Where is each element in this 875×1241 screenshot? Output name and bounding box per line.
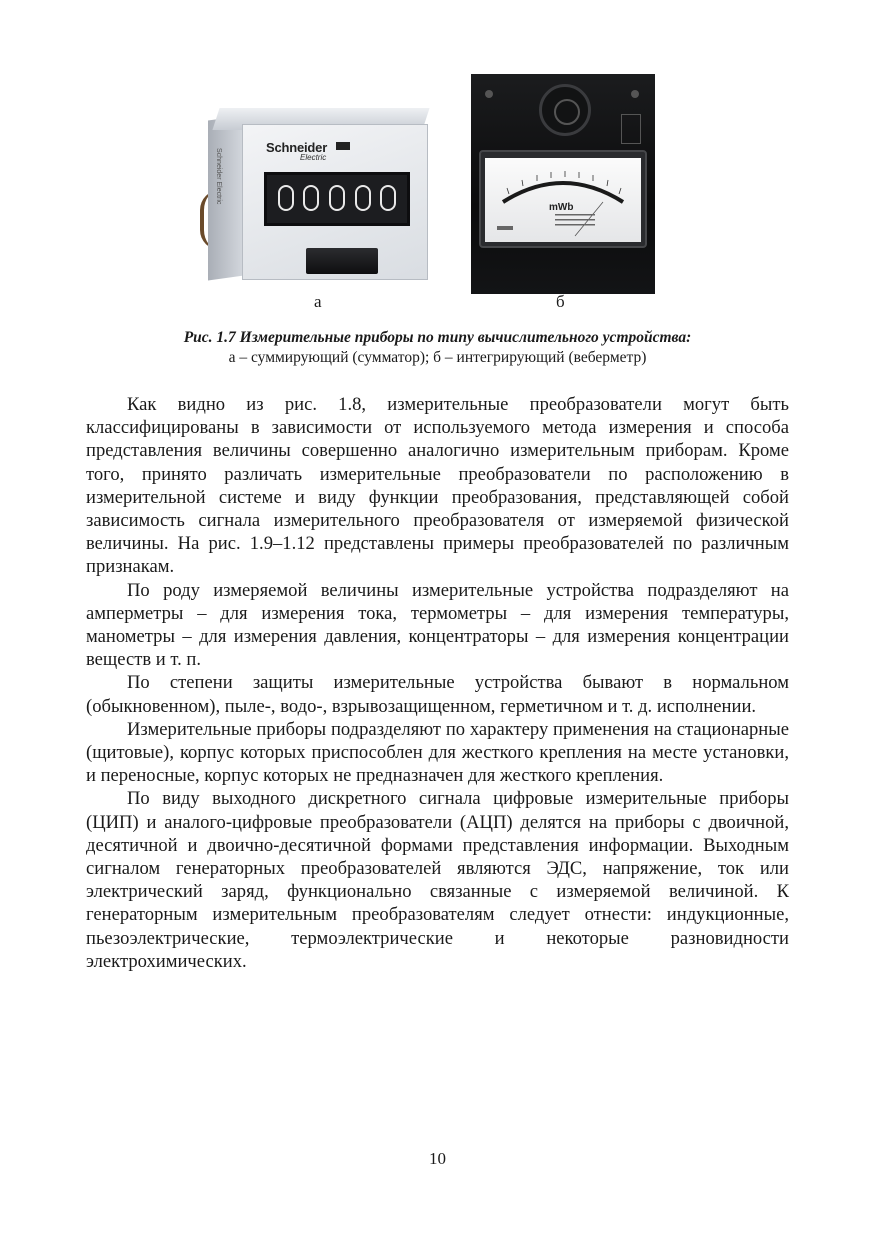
counter-digit bbox=[278, 185, 294, 211]
counter-device-image bbox=[208, 108, 430, 286]
figure-caption-title: Рис. 1.7 Измерительные приборы по типу вычислительного устройства: bbox=[183, 329, 692, 346]
counter-side-label: Schneider Electric bbox=[215, 148, 222, 205]
meter-scale bbox=[485, 158, 641, 242]
paragraph: По степени защиты измерительные устройства бывают в нормальном (обыкновенном), пыле-, водо-, взрывозащищенном, герметичном и т. д. исполнении. bbox=[86, 672, 789, 717]
counter-digit bbox=[303, 185, 319, 211]
meter-spec-marks bbox=[497, 214, 595, 230]
meter-terminal bbox=[621, 114, 641, 144]
figure-label-a: а bbox=[314, 292, 322, 311]
figure-caption-legend: а – суммирующий (сумматор); б – интегрирующий (веберметр) bbox=[228, 349, 647, 366]
meter-knob-icon bbox=[539, 84, 591, 136]
counter-reset-button bbox=[306, 248, 378, 274]
page-number: 10 bbox=[429, 1149, 446, 1168]
figure bbox=[0, 0, 875, 380]
counter-display-window bbox=[264, 172, 410, 226]
paragraph: По роду измеряемой величины измерительные устройства подразделяют на амперметры – для измерения тока, термометры – для измерения температуры, манометры – для измерения давления, концентраторы – для измерения концентрации веществ и т. п. bbox=[86, 579, 789, 671]
webermeter-device-image bbox=[471, 74, 655, 294]
counter-brand-sub: Electric bbox=[300, 153, 327, 162]
meter-scale-arc bbox=[503, 183, 623, 202]
screw-icon bbox=[631, 90, 639, 98]
counter-side-panel bbox=[208, 115, 244, 280]
paragraph: По виду выходного дискретного сигнала цифровые измерительные приборы (ЦИП) и аналого-цифровые преобразователи (АЦП) делятся на приборы с двоичной, десятичной и двоично-десятичной формами представления информации. Выходным сигналом генераторных преобразователей являются ЭДС, напряжение, ток или электрический заряд, функционально связанные с измеряемой величиной. К генераторным измерительным преобразователям следует отнести: индукционные, пьезоэлектрические, термоэлектрические и некоторые разновидности электрохимических. bbox=[86, 788, 789, 972]
counter-brand-logo: Schneider bbox=[266, 140, 328, 155]
counter-digit bbox=[380, 185, 396, 211]
counter-digit bbox=[355, 185, 371, 211]
figure-label-b: б bbox=[556, 292, 565, 311]
paragraph: Измерительные приборы подразделяют по характеру применения на стационарные (щитовые), корпус которых приспособлен для жесткого крепления на месте установки, и переносные, корпус которых не предназначен для жесткого крепления. bbox=[86, 718, 789, 787]
brand-mark-icon bbox=[336, 142, 350, 150]
paragraph: Как видно из рис. 1.8, измерительные преобразователи могут быть классифицированы в зависимости от используемого метода измерения и способа представления величины совершенно аналогично измерительным приборам. Кроме того, принято различать измерительные преобразователи по расположению в измерительной системе и виду функции преобразования, представляющей собой зависимость сигнала измерительного преобразователя от измеряемой физической величины. На рис. 1.9–1.12 представлены примеры преобразователей по различным признакам. bbox=[86, 394, 789, 578]
meter-unit-label: mWb bbox=[549, 202, 574, 213]
counter-digit bbox=[329, 185, 345, 211]
body-text bbox=[86, 393, 789, 973]
screw-icon bbox=[485, 90, 493, 98]
